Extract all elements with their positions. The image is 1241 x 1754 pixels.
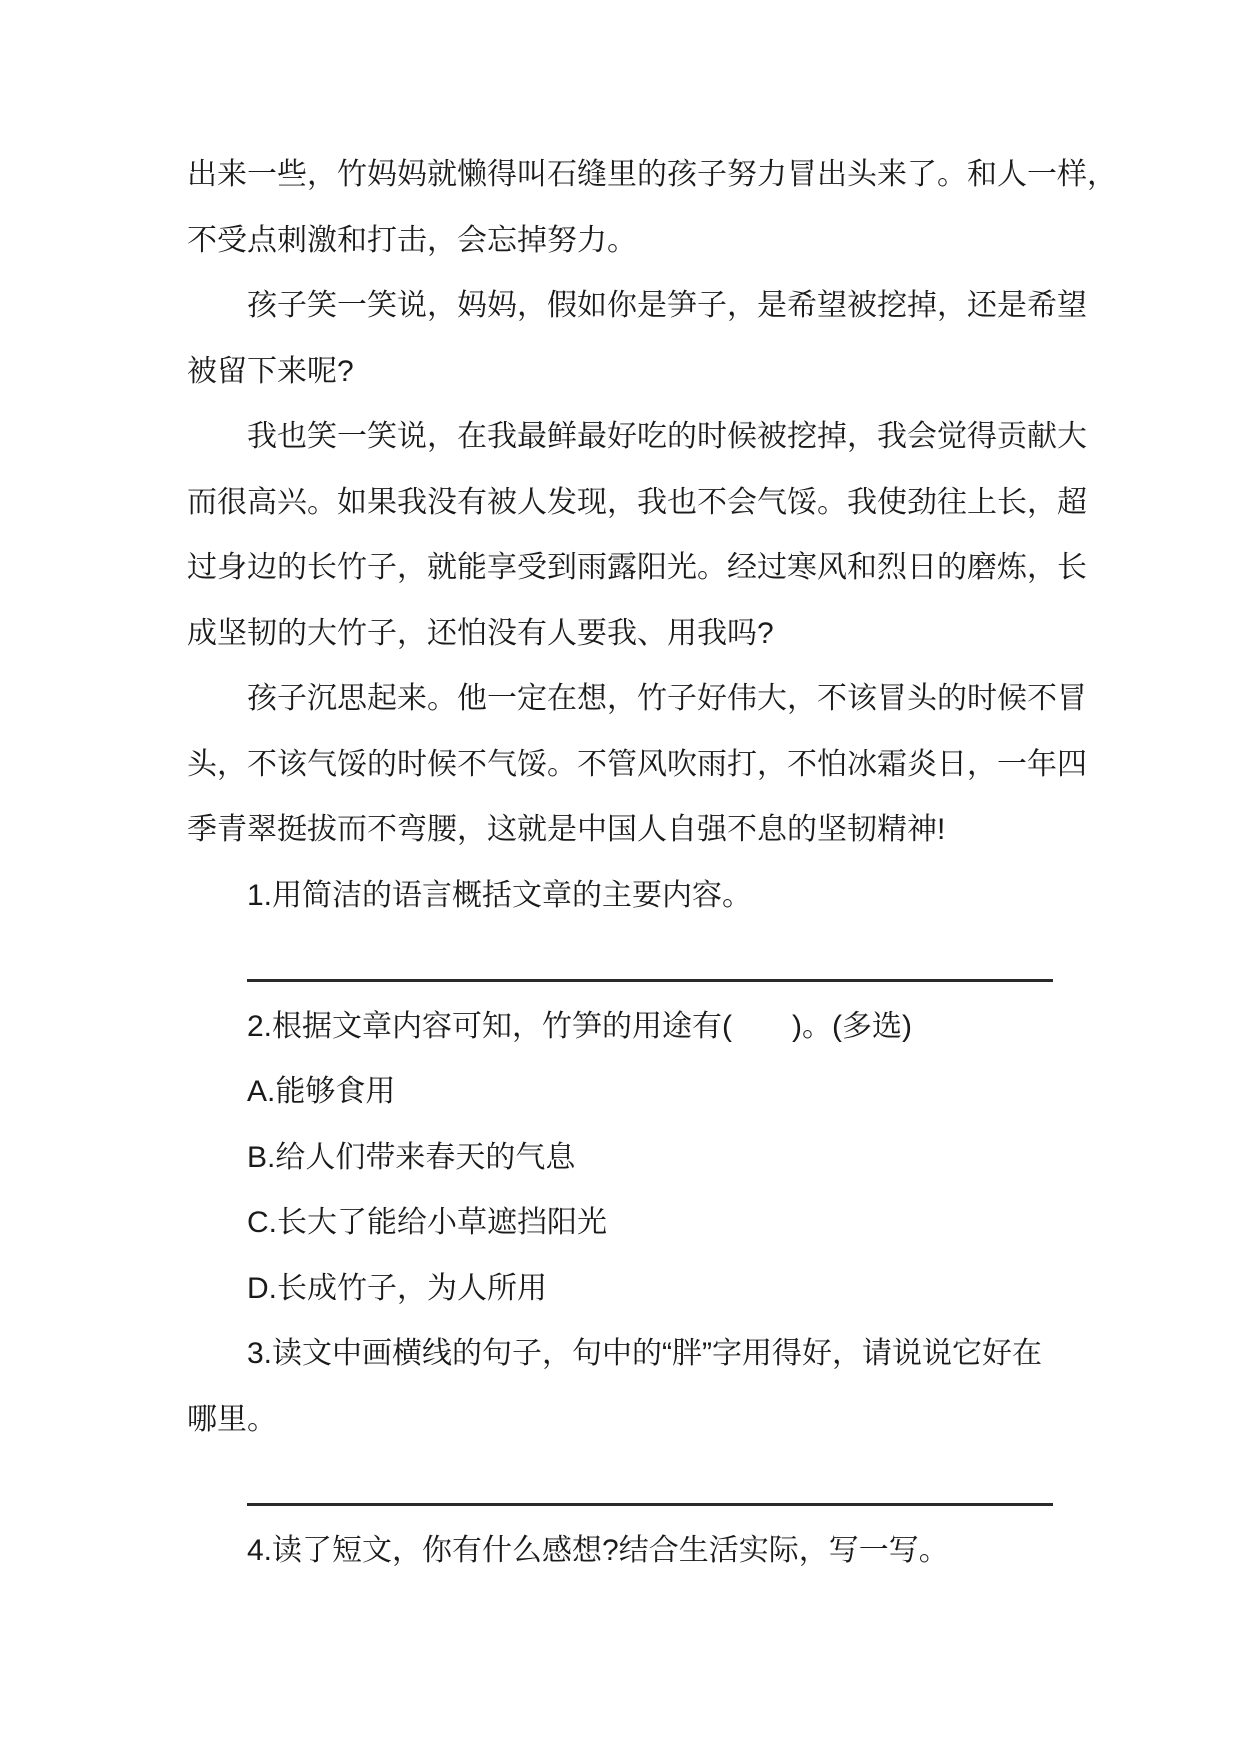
option-d: D.长成竹子，为人所用 (247, 1271, 547, 1305)
passage-line-5: 我也笑一笑说，在我最鲜最好吃的时候被挖掉，我会觉得贡献大 (247, 420, 1087, 453)
question-2: 2.根据文章内容可知，竹笋的用途有( )。(多选) (247, 1009, 912, 1043)
passage-line-3: 孩子笑一笑说，妈妈，假如你是笋子，是希望被挖掉，还是希望 (247, 289, 1087, 322)
passage-line-1: 出来一些，竹妈妈就懒得叫石缝里的孩子努力冒出头来了。和人一样， (187, 158, 1117, 191)
option-a: A.能够食用 (247, 1075, 396, 1108)
question-3-line-2: 哪里。 (187, 1402, 277, 1436)
passage-line-6: 而很高兴。如果我没有被人发现，我也不会气馁。我使劲往上长，超 (187, 485, 1087, 519)
question-3-line-1: 3.读文中画横线的句子，句中的“胖”字用得好，请说说它好在 (247, 1337, 1042, 1370)
option-c: C.长大了能给小草遮挡阳光 (247, 1206, 607, 1239)
answer-line-2 (247, 1503, 1053, 1506)
passage-line-8: 成坚韧的大竹子，还怕没有人要我、用我吗? (187, 616, 774, 650)
question-4: 4.读了短文，你有什么感想?结合生活实际，写一写。 (247, 1533, 949, 1567)
passage-line-4: 被留下来呢? (187, 354, 354, 388)
passage-line-11: 季青翠挺拔而不弯腰，这就是中国人自强不息的坚韧精神! (187, 813, 946, 846)
answer-space-2 (187, 1452, 1059, 1518)
passage-line-9: 孩子沉思起来。他一定在想，竹子好伟大，不该冒头的时候不冒 (247, 682, 1087, 715)
option-b: B.给人们带来春天的气息 (247, 1140, 576, 1174)
answer-space-1 (187, 928, 1059, 994)
answer-line-1 (247, 979, 1053, 982)
question-1: 1.用简洁的语言概括文章的主要内容。 (247, 878, 753, 912)
passage-line-7: 过身边的长竹子，就能享受到雨露阳光。经过寒风和烈日的磨炼，长 (187, 551, 1087, 584)
passage-line-2: 不受点刺激和打击，会忘掉努力。 (187, 223, 637, 257)
passage-line-10: 头，不该气馁的时候不气馁。不管风吹雨打，不怕冰霜炎日，一年四 (187, 747, 1087, 781)
page-content (187, 142, 1117, 1583)
